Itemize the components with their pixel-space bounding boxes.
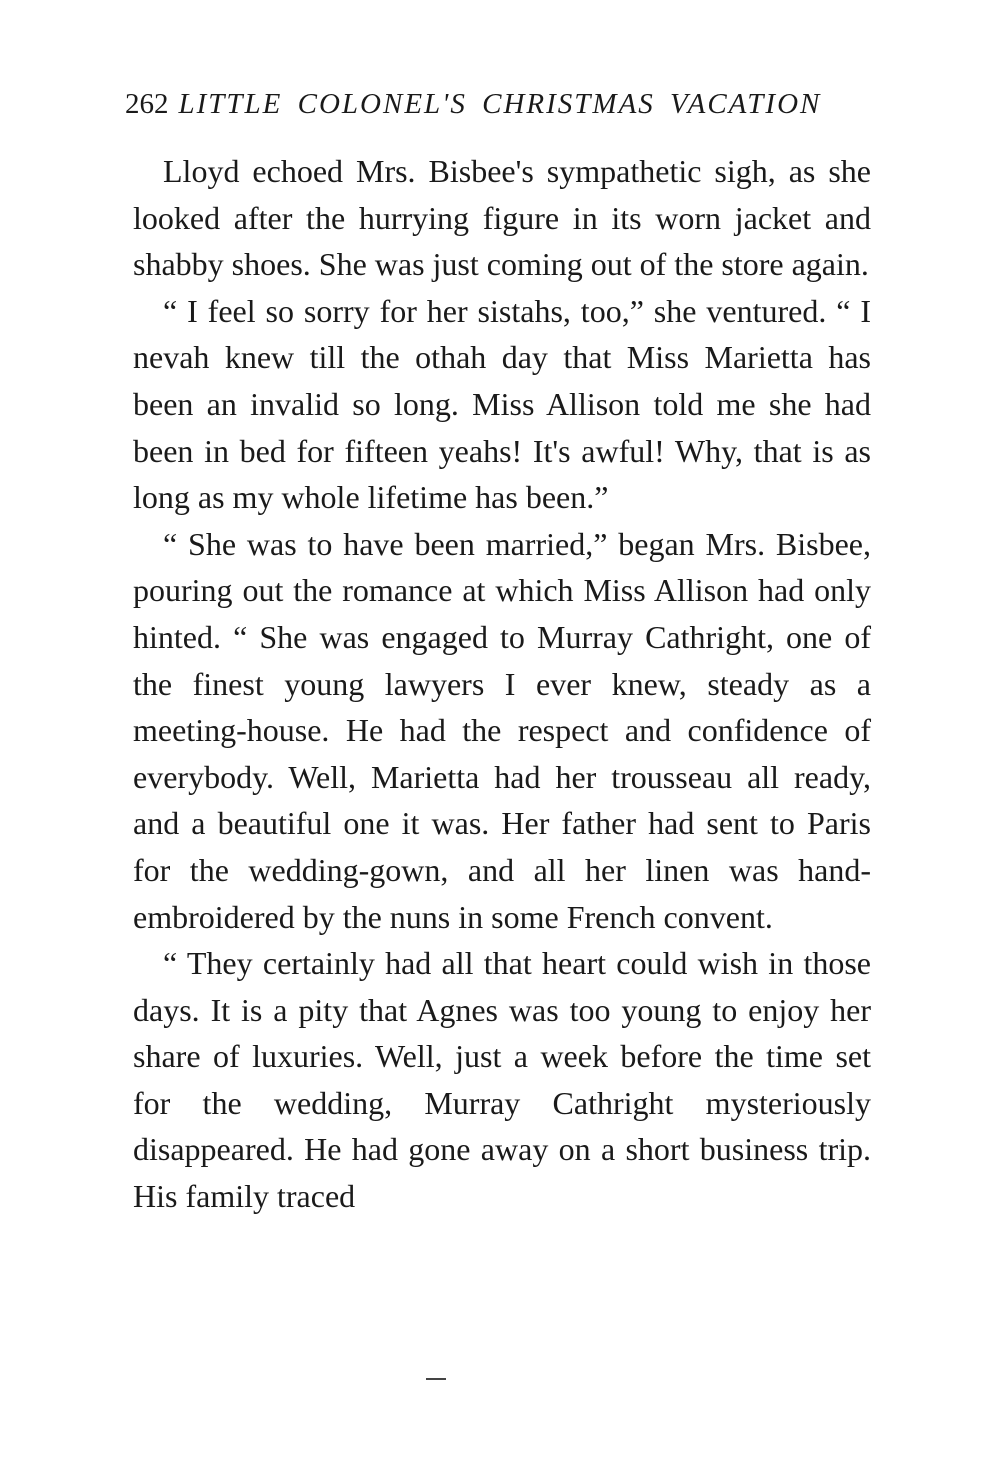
paragraph: Lloyd echoed Mrs. Bisbee's sympathetic sigh, as she looked after the hurrying figure in its worn jacket and shabby shoes. She was just coming out of the store again. bbox=[133, 153, 871, 283]
body-text bbox=[133, 148, 871, 1220]
running-head bbox=[125, 84, 885, 124]
paragraph: “ They certainly had all that heart could wish in those days. It is a pity that Agnes was too young to enjoy her share of luxuries. Well, just a week before the time set for the wedding, Murray Cathright mysteriously disappeared. He had gone away on a short business trip. His family traced bbox=[133, 945, 871, 1215]
paragraph: “ I feel so sorry for her sistahs, too,” she ventured. “ I nevah knew till the othah day that Miss Marietta has been an invalid so long. Miss Allison told me she had been in bed for fifteen yeahs! It's awful! Why, that is as long as my whole lifetime has been.” bbox=[133, 292, 871, 516]
page-number: 262 bbox=[125, 88, 169, 120]
running-title: LITTLE COLONEL'S CHRISTMAS VACATION bbox=[178, 88, 822, 120]
paragraph: “ She was to have been married,” began Mrs. Bisbee, pouring out the romance at which Miss Allison had only hinted. “ She was engaged to Murray Cathright, one of the finest young lawyers I ever knew, steady as a meeting-house. He had the respect and confidence of everybody. Well, Marietta had her trousseau all ready, and a beautiful one it was. Her father had sent to Paris for the wedding-gown, and all her linen was hand-embroidered by the nuns in some French convent. bbox=[133, 525, 871, 935]
page-mark bbox=[426, 1378, 446, 1380]
